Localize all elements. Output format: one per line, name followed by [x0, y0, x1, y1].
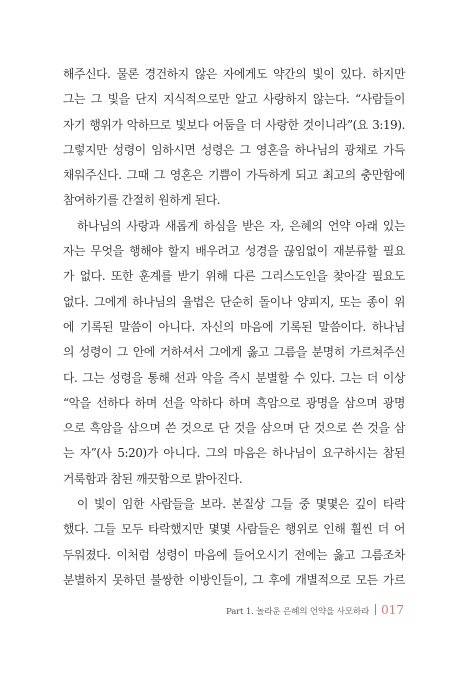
paragraph-start-line: 이 빛이 임한 사람들을 보라. 본질상 그들 중 몇몇은 깊이 타락 — [77, 497, 405, 512]
body-line: “악을 선하다 하며 선을 악하다 하며 흑암으로 광명을 삼으며 광명 — [63, 395, 405, 410]
body-text — [63, 62, 405, 593]
body-line: 해주신다. 물론 경건하지 않은 자에게도 약간의 빛이 있다. 하지만 — [63, 67, 405, 81]
body-line: 채워주신다. 그때 그 영혼은 기쁨이 가득하게 되고 최고의 충만함에 — [63, 168, 405, 183]
body-line: 가 없다. 또한 훈계를 받기 위해 다른 그리스도인을 찾아갈 필요도 — [63, 269, 405, 284]
body-line: 그렇지만 성령이 임하시면 성령은 그 영혼을 하나님의 광채로 가득 — [63, 142, 405, 157]
running-head: Part 1. 놀라운 은혜의 언약을 사모하라 — [226, 607, 370, 617]
body-line: 으로 흑암을 삼으며 쓴 것으로 단 것을 삼으며 단 것으로 쓴 것을 삼 — [63, 421, 405, 436]
body-line: 그는 그 빛을 단지 지식적으로만 알고 사랑하지 않는다. “사람들이 — [63, 92, 405, 107]
page-footer — [226, 603, 404, 617]
footer-divider — [375, 604, 376, 615]
body-line: 참여하기를 간절히 원하게 된다. — [63, 193, 221, 208]
body-line: 자는 무엇을 행해야 할지 배우려고 성경을 끊임없이 재분류할 필요 — [63, 244, 405, 259]
body-line: 다. 그는 성령을 통해 선과 악을 즉시 분별할 수 있다. 그는 더 이상 — [63, 370, 405, 385]
body-line: 거룩함과 참된 깨끗함으로 밝아진다. — [63, 471, 243, 486]
body-line: 의 성령이 그 안에 거하셔서 그에게 옳고 그름을 분명히 가르쳐주신 — [63, 345, 405, 360]
body-line: 는 자”(사 5:20)가 아니다. 그의 마음은 하나님이 요구하시는 참된 — [63, 446, 405, 461]
body-line: 두워졌다. 이처럼 성령이 마음에 들어오시기 전에는 옳고 그름조차 — [63, 547, 405, 562]
body-line: 에 기록된 말씀이 아니다. 자신의 마음에 기록된 말씀이다. 하나님 — [63, 319, 405, 334]
body-line: 자기 행위가 악하므로 빛보다 어둠을 더 사랑한 것이니라”(요 3:19). — [63, 117, 405, 132]
page-number: 017 — [381, 603, 404, 617]
body-line: 분별하지 못하던 불쌍한 이방인들이, 그 후에 개별적으로 모든 가르 — [63, 572, 405, 587]
body-line: 했다. 그들 모두 타락했지만 몇몇 사람들은 행위로 인해 훨씬 더 어 — [63, 522, 405, 537]
paragraph-start-line: 하나님의 사랑과 새롭게 하심을 받은 자, 은혜의 언약 아래 있는 — [77, 218, 405, 233]
body-line: 없다. 그에게 하나님의 율법은 단순히 돌이나 양피지, 또는 종이 위 — [63, 294, 405, 309]
